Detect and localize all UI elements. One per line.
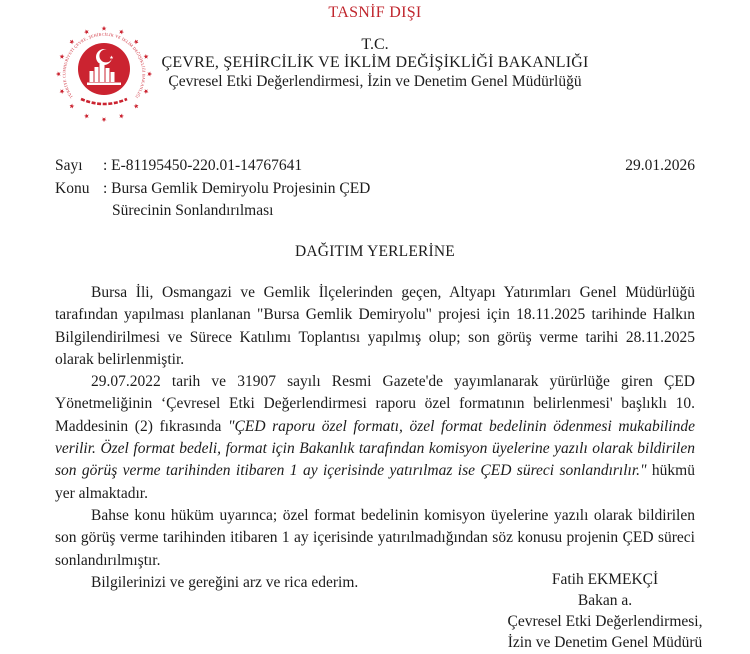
directorate-title: Çevresel Etki Değerlendirmesi, İzin ve Denetim Genel Müdürlüğü	[168, 73, 582, 90]
sayi-label: Sayı	[55, 157, 83, 174]
signer-name: Fatih EKMEKÇİ	[551, 571, 659, 588]
paragraph-1: Bursa İli, Osmangazi ve Gemlik İlçelerinden geçen, Altyapı Yatırımları Genel Müdürlüğü tarafından yapılması planlanan "Bursa Gemlik Demiryolu" projesi için 18.11.2025 tarihinde Halkın Bilgilendirilmesi ve Sürece Katılımı Toplantısı yapılmış olup; son görüş verme tarihi 28.11.2025 olarak belirlenmiştir.	[55, 284, 695, 368]
konu-label: Konu	[55, 179, 90, 197]
paragraph-2-normal-end: hükmü yer almaktadır.	[55, 462, 695, 502]
signature-block	[460, 569, 750, 653]
ministry-title: ÇEVRE, ŞEHİRCİLİK VE İKLİM DEĞİŞİKLİĞİ BAKANLIĞI	[161, 54, 589, 71]
paragraph-2-normal-start: 29.07.2022 tarih ve 31907 sayılı Resmi Gazete'de yayımlanarak yürürlüğe giren ÇED Yönetmeliğinin ‘Çevresel Etki Değerlendirmesi raporu özel formatının belirlenmesi' başlıklı 10. Maddesinin (2) fıkrasında	[55, 373, 695, 435]
classification-banner: TASNİF DIŞI	[328, 4, 422, 21]
recipient-heading: DAĞITIM YERLERİNE	[295, 243, 455, 260]
konu-value-line2: Sürecinin Sonlandırılması	[112, 202, 274, 219]
letter-meta	[55, 155, 695, 223]
closing-line: Bilgilerinizi ve gereğini arz ve rica ederim.	[91, 573, 359, 591]
republic-title: T.C.	[361, 36, 389, 53]
letter-body	[55, 282, 695, 594]
paragraph-2	[55, 371, 695, 505]
signer-title-line2: İzin ve Denetim Genel Müdürü	[507, 634, 703, 651]
paragraph-3: Bahse konu hüküm uyarınca; özel format bedelinin komisyon üyelerine yazılı olarak bildirilen son görüş verme tarihinden itibaren 1 ay içerisinde yatırılmadığından söz konusu projenin ÇED süreci sonlandırılmıştır.	[55, 506, 695, 569]
sayi-row	[55, 155, 695, 178]
letter-date: 29.01.2026	[625, 157, 695, 174]
emblem-ring-text: TÜRKİYE CUMHURİYETİ ÇEVRE, ŞEHİRCİLİK VE İKLİM DEĞİŞİKLİĞİ BAKANLIĞI	[61, 31, 147, 100]
signer-on-behalf: Bakan a.	[577, 592, 633, 609]
signer-title-line1: Çevresel Etki Değerlendirmesi,	[507, 613, 703, 630]
paragraph-2-quoted-regulation: "ÇED raporu özel formatı, özel format bedelinin ödenmesi mukabilinde verilir. Özel format bedeli, format için Bakanlık tarafından komisyon üyelerine yazılı olarak bildirilen son görüş verme tarihinden itibaren 1 ay içerisinde yatırılmaz ise ÇED süreci sonlandırılır."	[55, 417, 695, 480]
konu-value-line1: : Bursa Gemlik Demiryolu Projesinin ÇED	[103, 179, 371, 197]
konu-row	[55, 178, 695, 201]
sayi-value: : E-81195450-220.01-14767641	[103, 157, 303, 174]
laurel-branch-icon	[81, 99, 127, 104]
